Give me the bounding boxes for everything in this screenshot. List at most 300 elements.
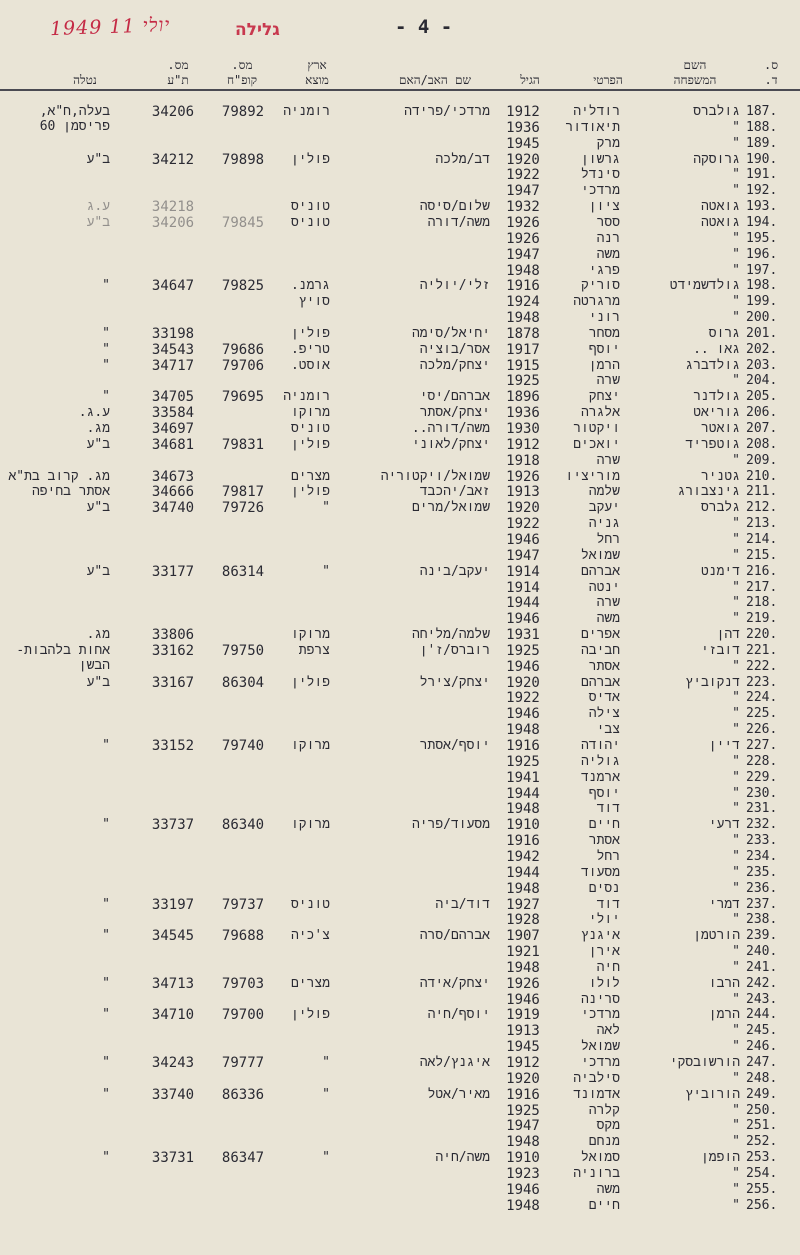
note: ": [102, 1150, 110, 1166]
kupah-number: 86347: [221, 1150, 265, 1167]
parents-names: שלום/סיסה: [419, 199, 490, 215]
family-name: גינצבורג: [677, 484, 740, 500]
birth-year: 1942: [506, 848, 540, 865]
parents-names: זאב/יהכבד: [419, 484, 490, 500]
table-row: [0, 532, 800, 548]
country-of-origin: מרוקו: [290, 405, 330, 421]
first-name: משה: [596, 246, 620, 262]
family-name: גוטפריד: [685, 436, 740, 452]
first-name: מרדכי: [580, 1055, 620, 1070]
table-row: [0, 580, 800, 596]
birth-year: 1915: [506, 357, 540, 374]
stamp-text: גלילה: [235, 20, 280, 40]
birth-year: 1914: [506, 579, 540, 596]
first-name: חביבה: [580, 642, 620, 658]
country-of-origin: טריפ.: [290, 341, 330, 357]
table-row: [0, 690, 800, 706]
parents-names: משה/חיה: [435, 1150, 490, 1166]
family-name: דובזי: [700, 642, 740, 658]
parents-names: שמואל/ויקטוריה: [380, 468, 490, 484]
id-number: 33806: [151, 627, 195, 644]
birth-year: 1916: [506, 738, 540, 754]
row-number: 231.: [746, 801, 778, 817]
family-name: גואטה: [700, 199, 740, 215]
row-number: 230.: [746, 785, 778, 801]
birth-year: 1946: [506, 1181, 540, 1198]
first-name: דוד: [596, 801, 620, 817]
birth-year: 1948: [506, 959, 540, 976]
birth-year: 1878: [506, 325, 540, 342]
first-name: אדמונד: [573, 1086, 620, 1102]
first-name: ציון: [588, 199, 620, 215]
family-name: ": [732, 167, 740, 183]
birth-year: 1944: [506, 864, 540, 881]
country-of-origin: ": [322, 500, 330, 516]
kupah-number: 86340: [221, 817, 265, 834]
first-name: שמואל: [580, 1039, 620, 1055]
country-of-origin: טוניס: [290, 896, 330, 912]
birth-year: 1925: [506, 1102, 540, 1119]
family-name: גואטר: [700, 421, 740, 436]
table-row: [0, 421, 800, 437]
note: אסתר בחיפה: [31, 484, 110, 500]
id-number: 34647: [151, 278, 195, 295]
id-number: 34666: [151, 484, 195, 501]
family-name: ": [732, 801, 740, 817]
birth-year: 1948: [506, 880, 540, 897]
family-name: דרעי: [708, 817, 740, 833]
kupah-number: 79726: [221, 500, 265, 517]
family-name: גרוסקה: [693, 151, 740, 167]
note: ב"ע: [86, 436, 110, 452]
family-name: ": [732, 753, 740, 769]
family-name: ": [732, 294, 740, 310]
row-number: 219.: [746, 611, 778, 627]
first-name: מוריציו: [565, 468, 620, 484]
parents-names: משה/דורה..: [411, 421, 490, 436]
parents-names: יחיאל/סימה: [411, 325, 490, 341]
family-name: ": [732, 135, 740, 151]
table-row: [0, 1166, 800, 1182]
family-name: ": [732, 373, 740, 389]
first-name: מסעוד: [580, 864, 620, 880]
row-number: 235.: [746, 864, 778, 880]
table-row: [0, 516, 800, 532]
row-number: 224.: [746, 690, 778, 706]
family-name: גולדשמידט: [669, 278, 740, 294]
birth-year: 1948: [506, 262, 540, 279]
country-of-origin: אוסט.: [290, 357, 330, 373]
birth-year: 1912: [506, 436, 540, 453]
note: ": [102, 1086, 110, 1102]
id-number: 34717: [151, 357, 195, 374]
table-row: [0, 389, 800, 405]
table-row: [0, 865, 800, 881]
country-of-origin: ": [322, 1086, 330, 1102]
first-name: יוסף: [588, 785, 620, 801]
country-of-origin: מרוקו: [290, 817, 330, 833]
table-row: [0, 278, 800, 294]
table-row: [0, 247, 800, 263]
first-name: מנחם: [588, 1134, 620, 1150]
row-number: 195.: [746, 230, 778, 246]
first-name: שרה: [596, 595, 620, 611]
birth-year: 1947: [506, 1118, 540, 1135]
id-number: 34243: [151, 1055, 195, 1071]
row-number: 192.: [746, 183, 778, 199]
page-number: - 4 -: [395, 16, 453, 38]
id-number: 33197: [151, 896, 195, 913]
family-name: ": [732, 912, 740, 928]
row-number: 234.: [746, 848, 778, 864]
table-row: [0, 167, 800, 183]
note-continued: הבשן: [78, 657, 110, 673]
id-number: 34681: [151, 436, 195, 453]
header-parents: שם האב/האם: [399, 73, 471, 87]
note: ": [102, 357, 110, 373]
id-number: 34740: [151, 500, 195, 517]
birth-year: 1912: [506, 1055, 540, 1071]
family-name: דנקוביץ: [685, 674, 740, 690]
kupah-number: 79777: [221, 1055, 265, 1071]
table-row: [0, 881, 800, 897]
first-name: חיה: [596, 959, 620, 975]
row-number: 212.: [746, 500, 778, 516]
first-name: רוני: [588, 310, 620, 326]
first-name: יעקב: [588, 500, 620, 516]
first-name: אפרים: [580, 627, 620, 643]
kupah-number: 79750: [221, 642, 265, 659]
country-of-origin: ": [322, 1150, 330, 1166]
row-number: 229.: [746, 769, 778, 785]
parents-names: אסר/בוציה: [419, 341, 490, 357]
first-name: אסתר: [588, 658, 620, 674]
header-rule: [0, 89, 800, 91]
header-teudah: מס. ת"ע: [167, 58, 189, 87]
kupah-number: 79845: [221, 214, 265, 231]
parents-names: אברהם/יסי: [419, 389, 490, 405]
first-name: מקס: [596, 1118, 620, 1134]
first-name: מרדכי: [580, 183, 620, 199]
parents-names: רוברס/ז'ן: [419, 642, 490, 658]
first-name: פרגי: [588, 262, 620, 278]
header-num: ס. ד.: [763, 58, 779, 87]
birth-year: 1920: [506, 1070, 540, 1087]
country-of-origin: פולין: [290, 436, 330, 452]
first-name: גוליה: [580, 753, 620, 769]
row-number: 199.: [746, 294, 778, 310]
birth-year: 1932: [506, 199, 540, 216]
parents-names: משה/דורה: [427, 214, 490, 230]
row-number: 203.: [746, 357, 778, 373]
table-row: [0, 1134, 800, 1150]
table-row: [0, 817, 800, 833]
row-number: 252.: [746, 1134, 778, 1150]
birth-year: 1912: [506, 104, 540, 120]
note: בעלה,ח"א,: [39, 104, 110, 119]
row-number: 197.: [746, 262, 778, 278]
first-name: אדיס: [588, 690, 620, 706]
table-row: [0, 1071, 800, 1087]
birth-year: 1914: [506, 563, 540, 580]
row-number: 202.: [746, 341, 778, 357]
first-name: יוסף: [588, 341, 620, 357]
first-name: רחל: [596, 848, 620, 864]
row-number: 226.: [746, 722, 778, 738]
country-of-origin: מצרים: [290, 975, 330, 991]
note: מג.: [86, 421, 110, 436]
parents-names: אברהם/סרה: [419, 928, 490, 944]
family-name: ": [732, 183, 740, 199]
row-number: 201.: [746, 325, 778, 341]
birth-year: 1948: [506, 1197, 540, 1214]
table-row: [0, 564, 800, 580]
family-name: ": [732, 991, 740, 1007]
row-number: 191.: [746, 167, 778, 183]
id-number: 34713: [151, 975, 195, 992]
first-name: רודליה: [573, 104, 620, 119]
first-name: צילה: [588, 706, 620, 722]
table-row: [0, 373, 800, 389]
row-number: 244.: [746, 1007, 778, 1023]
row-number: 220.: [746, 627, 778, 643]
first-name: נסים: [588, 880, 620, 896]
birth-year: 1941: [506, 769, 540, 786]
country-of-origin: מצרים: [290, 468, 330, 484]
row-number: 239.: [746, 928, 778, 944]
row-number: 248.: [746, 1070, 778, 1086]
first-name: איגנץ: [580, 928, 620, 944]
table-row: [0, 611, 800, 627]
id-number: 34710: [151, 1007, 195, 1024]
row-number: 188.: [746, 119, 778, 135]
kupah-number: 79703: [221, 975, 265, 992]
row-number: 189.: [746, 135, 778, 151]
row-number: 198.: [746, 278, 778, 294]
table-row: [0, 992, 800, 1008]
table-row: [0, 976, 800, 992]
table-row: [0, 801, 800, 817]
table-row: [0, 1023, 800, 1039]
note: ": [102, 896, 110, 912]
table-row: [0, 944, 800, 960]
first-name: שרה: [596, 452, 620, 468]
parents-names: זלי/יוליה: [419, 278, 490, 294]
parents-names: מאיר/אטל: [427, 1086, 490, 1102]
birth-year: 1944: [506, 595, 540, 612]
birth-year: 1946: [506, 531, 540, 548]
first-name: קלרה: [588, 1102, 620, 1118]
family-name: גולדברג: [685, 357, 740, 373]
first-name: אלגרה: [580, 405, 620, 421]
family-name: ": [732, 310, 740, 326]
country-of-origin: צ'כיה: [290, 928, 330, 944]
note: ב"ע: [86, 214, 110, 230]
row-number: 216.: [746, 563, 778, 579]
table-row: [0, 405, 800, 421]
first-name: ינטה: [588, 579, 620, 595]
first-name: אסתר: [588, 833, 620, 849]
birth-year: 1926: [506, 214, 540, 231]
note: ": [102, 928, 110, 944]
row-number: 218.: [746, 595, 778, 611]
table-row: [0, 595, 800, 611]
family-name: הורטמן: [693, 928, 740, 944]
birth-year: 1925: [506, 373, 540, 390]
row-number: 228.: [746, 753, 778, 769]
id-number: 34705: [151, 389, 195, 406]
first-name: שמואל: [580, 547, 620, 563]
birth-year: 1946: [506, 658, 540, 675]
first-name: אברהם: [580, 563, 620, 579]
first-name: מרגרטה: [573, 294, 620, 310]
row-number: 190.: [746, 151, 778, 167]
family-name: ": [732, 848, 740, 864]
first-name: יצחק: [588, 389, 620, 405]
table-row: [0, 675, 800, 691]
header-country: ארץ מוצא: [305, 58, 329, 87]
birth-year: 1948: [506, 310, 540, 327]
row-number: 211.: [746, 484, 778, 500]
note: ": [102, 817, 110, 833]
family-name: דמרי: [708, 896, 740, 912]
row-number: 238.: [746, 912, 778, 928]
family-name: ": [732, 452, 740, 468]
table-row: [0, 1198, 800, 1214]
table-row: [0, 199, 800, 215]
family-name: גואטה: [700, 214, 740, 230]
row-number: 250.: [746, 1102, 778, 1118]
family-name: ": [732, 658, 740, 674]
first-name: משה: [596, 611, 620, 627]
note: ע.ג: [86, 199, 110, 215]
note: ב"ע: [86, 500, 110, 516]
birth-year: 1913: [506, 484, 540, 501]
country-of-origin: פולין: [290, 674, 330, 690]
family-name: גולברס: [693, 104, 740, 119]
birth-year: 1948: [506, 801, 540, 818]
note: ": [102, 1007, 110, 1023]
parents-names: יצחק/אסתר: [419, 405, 490, 421]
table-row: [0, 897, 800, 913]
first-name: דוד: [596, 896, 620, 912]
table-row: [0, 152, 800, 168]
kupah-number: 79737: [221, 896, 265, 913]
row-number: 204.: [746, 373, 778, 389]
family-name: ": [732, 1118, 740, 1134]
id-number: 33152: [151, 738, 195, 754]
family-name: הרבו: [708, 975, 740, 991]
first-name: סילביה: [573, 1070, 620, 1086]
row-number: 222.: [746, 658, 778, 674]
row-number: 208.: [746, 436, 778, 452]
country-of-origin: פולין: [290, 1007, 330, 1023]
id-number: 33198: [151, 325, 195, 342]
birth-year: 1948: [506, 1134, 540, 1151]
header-family: השם המשפחה: [673, 58, 717, 87]
country-of-origin: סויץ: [298, 294, 330, 310]
parents-names: יצחק/אידה: [419, 975, 490, 991]
note: אחות בלהבות-: [16, 642, 110, 658]
first-name: חיים: [588, 1197, 620, 1213]
birth-year: 1916: [506, 278, 540, 295]
country-of-origin: מרוקו: [290, 627, 330, 643]
table-row: [0, 437, 800, 453]
row-number: 217.: [746, 579, 778, 595]
row-number: 253.: [746, 1150, 778, 1166]
family-name: ": [732, 1165, 740, 1181]
family-name: דימנט: [700, 563, 740, 579]
family-name: הרמן: [708, 1007, 740, 1023]
table-row: [0, 722, 800, 738]
country-of-origin: ": [322, 1055, 330, 1070]
kupah-number: 86336: [221, 1086, 265, 1103]
row-number: 232.: [746, 817, 778, 833]
row-number: 196.: [746, 246, 778, 262]
family-name: גוריאט: [693, 405, 740, 421]
note: ב"ע: [86, 151, 110, 167]
birth-year: 1948: [506, 722, 540, 739]
family-name: גאו ..: [693, 341, 740, 357]
country-of-origin: טוניס: [290, 214, 330, 230]
family-name: ": [732, 785, 740, 801]
birth-year: 1947: [506, 183, 540, 200]
birth-year: 1920: [506, 674, 540, 691]
parents-names: יצחק/מלכה: [419, 357, 490, 373]
table-row: [0, 548, 800, 564]
id-number: 34218: [151, 199, 195, 216]
family-name: ": [732, 119, 740, 135]
first-name: ארמנד: [580, 769, 620, 785]
note: ": [102, 975, 110, 991]
first-name: ססר: [596, 214, 620, 230]
family-name: ": [732, 864, 740, 880]
table-row: [0, 469, 800, 485]
note: ": [102, 325, 110, 341]
country-of-origin: ": [322, 563, 330, 579]
parents-names: יעקב/בינה: [419, 563, 490, 579]
row-number: 245.: [746, 1023, 778, 1039]
birth-year: 1936: [506, 405, 540, 422]
row-number: 205.: [746, 389, 778, 405]
first-name: יולי: [588, 912, 620, 928]
birth-year: 1926: [506, 468, 540, 485]
note: מג.: [86, 627, 110, 643]
table-row: [0, 484, 800, 500]
table-row: [0, 659, 800, 675]
row-number: 206.: [746, 405, 778, 421]
parents-names: איגנץ/לאה: [419, 1055, 490, 1070]
birth-year: 1916: [506, 833, 540, 850]
table-row: [0, 231, 800, 247]
birth-year: 1916: [506, 1086, 540, 1103]
first-name: גניה: [588, 516, 620, 532]
first-name: מסחר: [588, 325, 620, 341]
first-name: תיאודור: [565, 119, 620, 135]
birth-year: 1922: [506, 690, 540, 707]
id-number: 33740: [151, 1086, 195, 1103]
country-of-origin: טוניס: [290, 421, 330, 436]
first-name: שרה: [596, 373, 620, 389]
header-year: הגיל: [520, 73, 540, 87]
birth-year: 1946: [506, 706, 540, 723]
id-number: 34545: [151, 928, 195, 945]
country-of-origin: רומניה: [283, 389, 330, 405]
table-row: [0, 1118, 800, 1134]
note: ": [102, 341, 110, 357]
family-name: ": [732, 516, 740, 532]
row-number: 247.: [746, 1055, 778, 1070]
